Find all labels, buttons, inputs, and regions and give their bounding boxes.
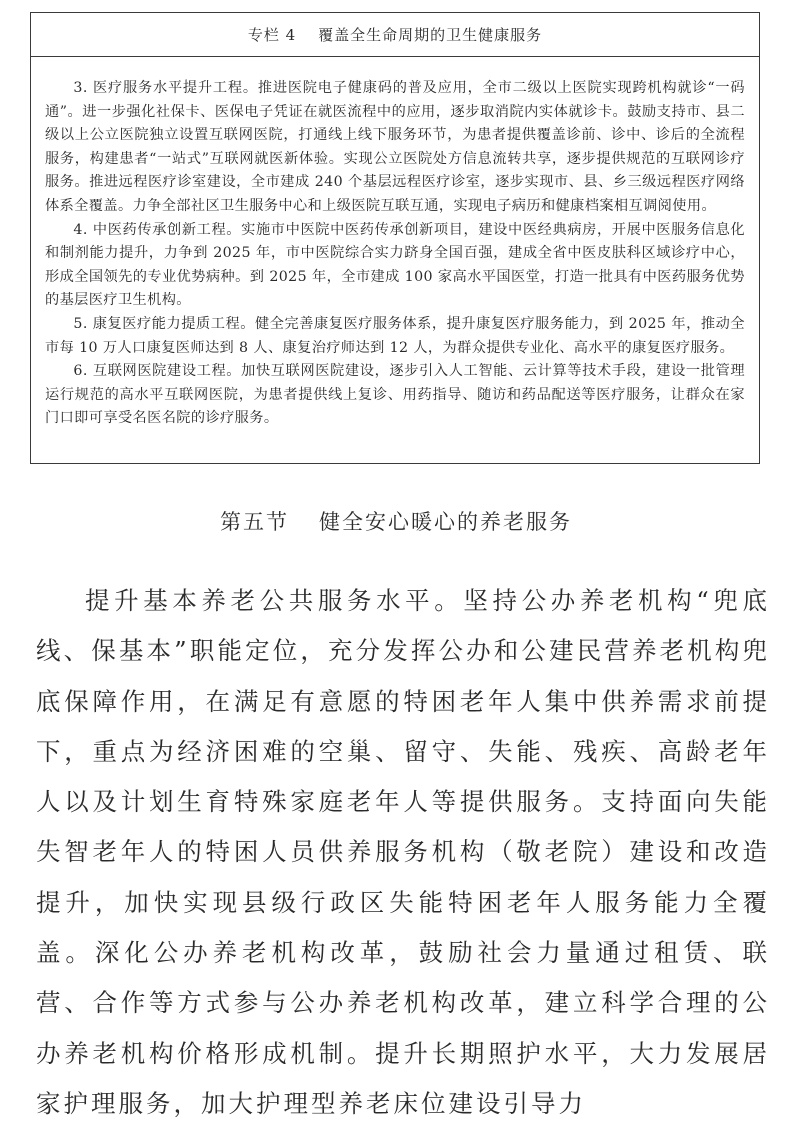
feature-box-header (31, 13, 759, 57)
feature-box (30, 12, 760, 464)
section-number: 第五节 (220, 510, 289, 534)
box-paragraph-rehab: 5. 康复医疗能力提质工程。健全完善康复医疗服务体系，提升康复医疗服务能力，到 2025 年，推动全市每 10 万人口康复医师达到 8 人、康复治疗师达到 12 人，为群众提供专业化、高水平的康复医疗服务。 (45, 315, 745, 356)
box-paragraph-medical-service: 3. 医疗服务水平提升工程。推进医院电子健康码的普及应用，全市二级以上医院实现跨机构就诊“一码通”。进一步强化社保卡、医保电子凭证在就医流程中的应用，逐步取消院内实体就诊卡。鼓励支持市、县二级以上公立医院独立设置互联网医院，打通线上线下服务环节，为患者提供覆盖诊前、诊中、诊后的全流程服务，构建患者“一站式”互联网就医新体验。实现公立医院处方信息流转共享，逐步提供规范的互联网诊疗服务。推进远程医疗诊室建设，全市建成 240 个基层远程医疗诊室，逐步实现市、县、乡三级远程医疗网络体系全覆盖。力争全部社区卫生服务中心和上级医院互联互通，实现电子病历和健康档案相互调阅使用。 (45, 80, 745, 214)
feature-box-title: 覆盖全生命周期的卫生健康服务 (318, 26, 543, 44)
box-paragraph-internet-hospital: 6. 互联网医院建设工程。加快互联网医院建设，逐步引入人工智能、云计算等技术手段，建设一批管理运行规范的高水平互联网医院，为患者提供线上复诊、用药指导、随访和药品配送等医疗服务，让群众在家门口即可享受名医名院的诊疗服务。 (45, 363, 745, 427)
body-paragraph: 提升基本养老公共服务水平。坚持公办养老机构“兜底线、保基本”职能定位，充分发挥公办和公建民营养老机构兜底保障作用，在满足有意愿的特困老年人集中供养需求前提下，重点为经济困难的空巢、留守、失能、残疾、高龄老年人以及计划生育特殊家庭老年人等提供服务。支持面向失能失智老年人的特困人员供养服务机构（敬老院）建设和改造提升，加快实现县级行政区失能特困老年人服务能力全覆盖。深化公办养老机构改革，鼓励社会力量通过租赁、联营、合作等方式参与公办养老机构改革，建立科学合理的公办养老机构价格形成机制。提升长期照护水平，大力发展居家护理服务，加大护理型养老床位建设引导力 (36, 586, 770, 1118)
section-heading (0, 506, 792, 536)
feature-box-body (31, 57, 759, 431)
box-paragraph-tcm: 4. 中医药传承创新工程。实施市中医院中医药传承创新项目，建设中医经典病房，开展中医服务信息化和制剂能力提升，力争到 2025 年，市中医院综合实力跻身全国百强，建成全省中医皮肤科区域诊疗中心，形成全国领先的专业优势病种。到 2025 年，全市建成 100 家高水平国医堂，打造一批具有中医药服务优势的基层医疗卫生机构。 (45, 221, 745, 309)
feature-box-label: 专栏 4 (247, 26, 297, 44)
section-title: 健全安心暖心的养老服务 (319, 510, 572, 534)
